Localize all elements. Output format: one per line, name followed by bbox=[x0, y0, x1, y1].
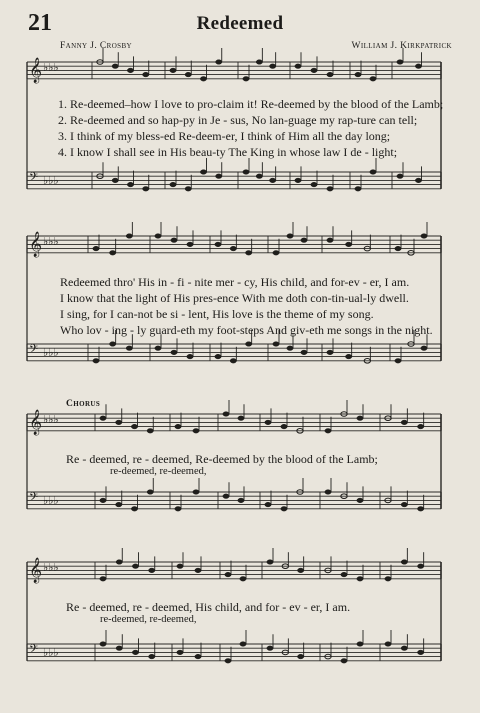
svg-text:♭♭♭: ♭♭♭ bbox=[43, 561, 59, 574]
svg-text:𝄞: 𝄞 bbox=[29, 232, 43, 257]
svg-text:♭♭♭: ♭♭♭ bbox=[43, 346, 59, 359]
verse-2-line-2: I know that the light of His pres-ence With me doth con-tin-ual-ly dwell. bbox=[60, 291, 409, 305]
verse-3-line-1: 3. I think of my bless-ed Re-deem-er, I think of Him all the day long; bbox=[58, 129, 391, 143]
svg-text:𝄢: 𝄢 bbox=[29, 171, 39, 187]
hymn-number: 21 bbox=[28, 10, 52, 36]
svg-text:♭♭♭: ♭♭♭ bbox=[43, 494, 59, 507]
hymn-title: Redeemed bbox=[196, 13, 284, 34]
svg-text:𝄞: 𝄞 bbox=[29, 558, 43, 583]
composer-credit: William J. Kirkpatrick bbox=[351, 41, 452, 51]
svg-text:𝄞: 𝄞 bbox=[29, 410, 43, 435]
svg-text:♭♭♭: ♭♭♭ bbox=[43, 413, 59, 426]
verse-4-line-2: Who lov - ing - ly guard-eth my foot-steps And giv-eth me songs in the night. bbox=[60, 323, 433, 337]
chorus-label: Chorus bbox=[66, 399, 101, 409]
verse-1-line-1: 1. Re-deemed–how I love to pro-claim it! Re-deemed by the blood of the Lamb; bbox=[58, 97, 444, 111]
svg-text:𝄢: 𝄢 bbox=[29, 643, 39, 659]
verse-4-line-1: 4. I know I shall see in His beau-ty The King in whose law I de - light; bbox=[58, 145, 398, 159]
svg-text:𝄞: 𝄞 bbox=[29, 58, 43, 83]
lyricist-credit: Fanny J. Crosby bbox=[60, 41, 133, 51]
svg-text:♭♭♭: ♭♭♭ bbox=[43, 235, 59, 248]
verse-1-line-2: Redeemed thro' His in - fi - nite mer - cy, His child, and for-ev - er, I am. bbox=[60, 275, 410, 289]
svg-text:𝄢: 𝄢 bbox=[29, 491, 39, 507]
chorus-line-2: Re - deemed, re - deemed, His child, and for - ev - er, I am. bbox=[66, 600, 351, 614]
verse-3-line-2: I sing, for I can-not be si - lent, His love is the theme of my song. bbox=[60, 307, 374, 321]
chorus-line-1: Re - deemed, re - deemed, Re-deemed by the blood of the Lamb; bbox=[66, 452, 378, 466]
svg-text:♭♭♭: ♭♭♭ bbox=[43, 646, 59, 659]
chorus-line-2-bass: re-deemed, re-deemed, bbox=[100, 614, 197, 625]
svg-text:♭♭♭: ♭♭♭ bbox=[43, 174, 59, 187]
verse-2-line-1: 2. Re-deemed and so hap-py in Je - sus, No lan-guage my rap-ture can tell; bbox=[58, 113, 418, 127]
svg-text:♭♭♭: ♭♭♭ bbox=[43, 61, 59, 74]
chorus-line-1-bass: re-deemed, re-deemed, bbox=[110, 466, 207, 477]
svg-text:𝄢: 𝄢 bbox=[29, 343, 39, 359]
